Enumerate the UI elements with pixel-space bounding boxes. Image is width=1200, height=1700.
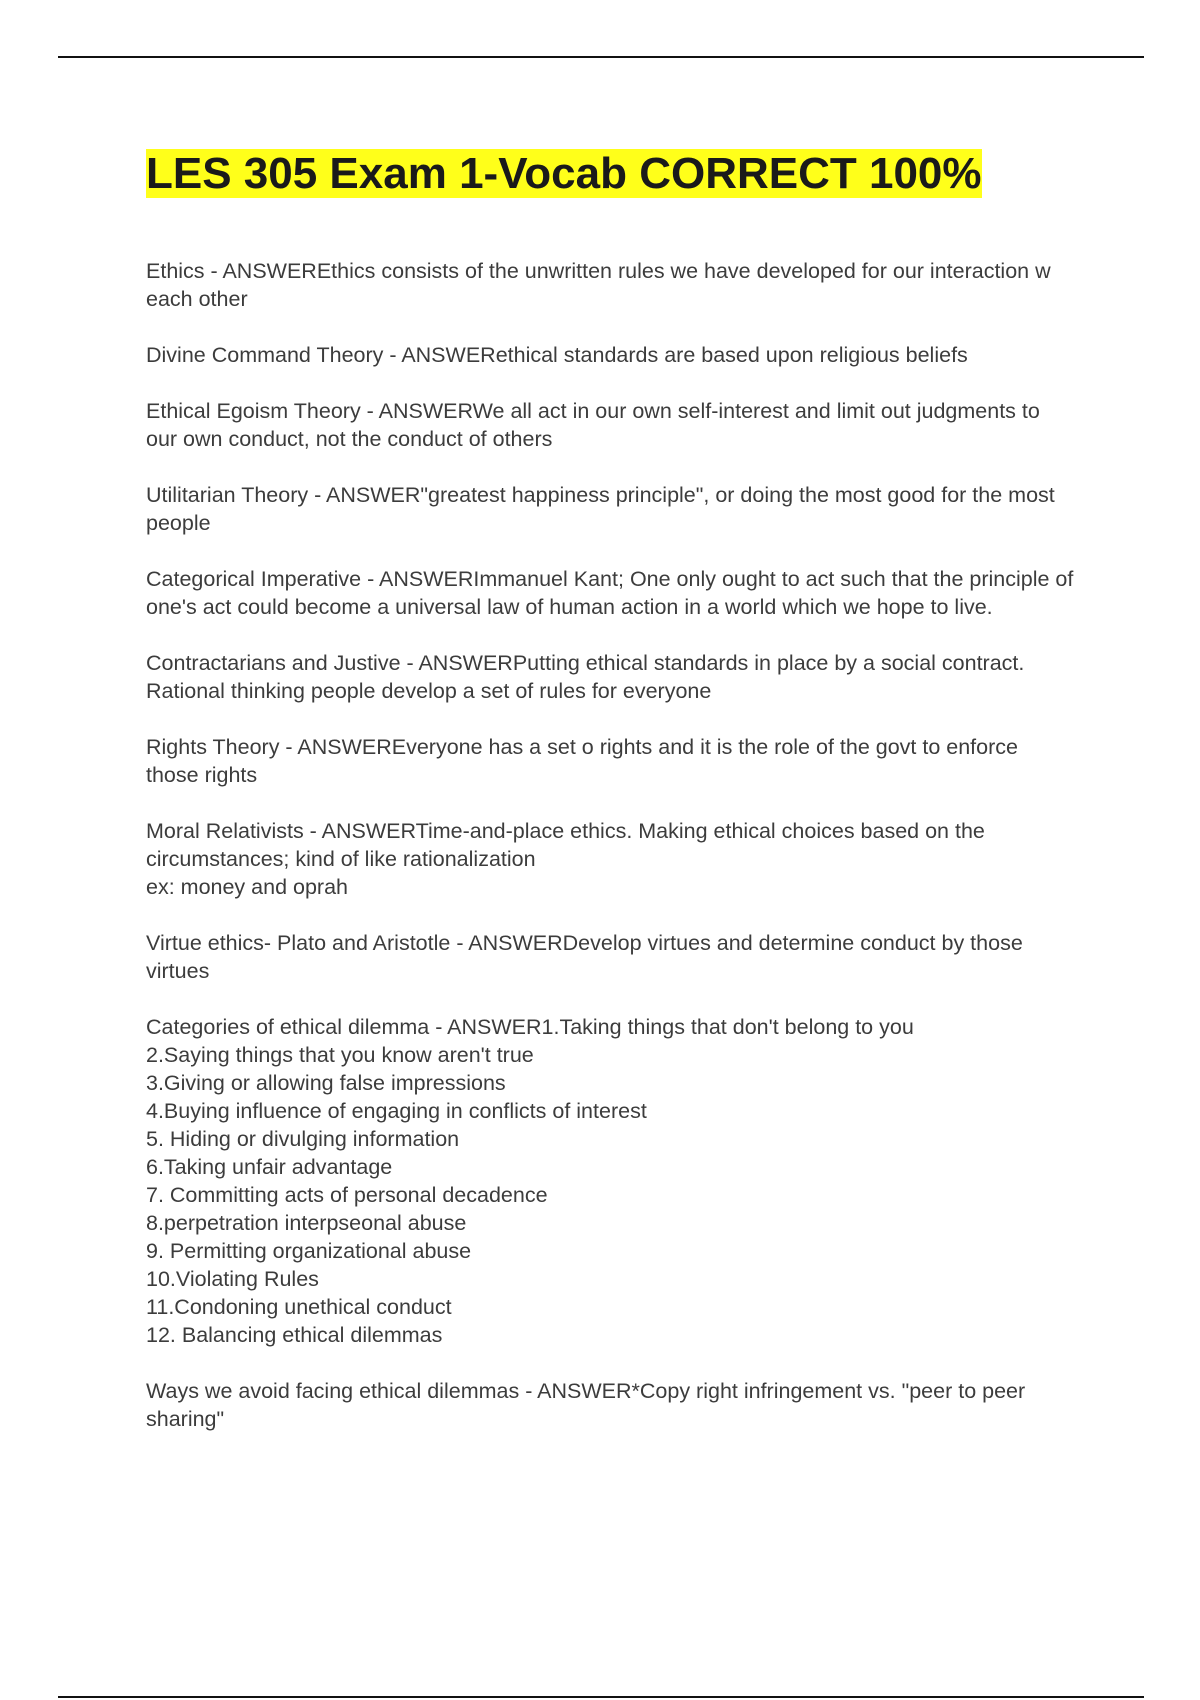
entry-definition: Putting ethical standards in place by a social contract. Rational thinking people develop a set of rules for everyone [146, 651, 1025, 703]
entry-definition: Immanuel Kant; One only ought to act such that the principle of one's act could become a universal law of human action in a world which we hope to live. [146, 567, 1074, 619]
title-highlight: LES 305 Exam 1-Vocab CORRECT 100% [146, 149, 982, 198]
entry-term: Categorical Imperative - ANSWER [146, 567, 474, 591]
top-rule [58, 56, 1144, 58]
entry-definition: 1.Taking things that don't belong to you 2.Saying things that you know aren't true 3.Giving or allowing false impressions 4.Buying influence of engaging in conflicts of interest 5. Hiding or divulging information 6.Taking unfair advantage 7. Committing acts of personal decadence 8.perpetration interpseonal abuse 9. Permitting organizational abuse 10.Violating Rules 11.Condoning unethical conduct 12. Balancing ethical dilemmas [146, 1015, 914, 1347]
entry-term: Utilitarian Theory - ANSWER [146, 483, 421, 507]
bottom-rule [58, 1696, 1144, 1698]
entry-term: Ethics - ANSWER [146, 259, 317, 283]
entry-categories-of-ethical-dilemma [146, 1013, 1076, 1349]
entry-virtue-ethics [146, 929, 1076, 985]
entry-term: Contractarians and Justive - ANSWER [146, 651, 513, 675]
entry-utilitarian-theory [146, 481, 1076, 537]
entry-ethical-egoism-theory [146, 397, 1076, 453]
entry-definition: Develop virtues and determine conduct by those virtues [146, 931, 1023, 983]
entry-term: Moral Relativists - ANSWER [146, 819, 416, 843]
entry-definition: We all act in our own self-interest and limit out judgments to our own conduct, not the conduct of others [146, 399, 1040, 451]
entry-definition: *Copy right infringement vs. "peer to peer sharing" [146, 1379, 1026, 1431]
entry-term: Categories of ethical dilemma - ANSWER [146, 1015, 542, 1039]
entry-definition: Everyone has a set o rights and it is the role of the govt to enforce those rights [146, 735, 1018, 787]
entry-definition: Time-and-place ethics. Making ethical choices based on the circumstances; kind of like rationalization ex: money and oprah [146, 819, 985, 899]
entry-ethics [146, 257, 1076, 313]
entry-term: Ethical Egoism Theory - ANSWER [146, 399, 473, 423]
entry-categorical-imperative [146, 565, 1076, 621]
entry-definition: "greatest happiness principle", or doing the most good for the most people [146, 483, 1055, 535]
entry-definition: ethical standards are based upon religious beliefs [495, 343, 968, 367]
document-body [146, 145, 1076, 1461]
entry-term: Rights Theory - ANSWER [146, 735, 392, 759]
entry-ways-we-avoid-ethical-dilemmas [146, 1377, 1076, 1433]
entry-divine-command-theory [146, 341, 1076, 369]
entry-rights-theory [146, 733, 1076, 789]
entry-term: Virtue ethics- Plato and Aristotle - ANSWER [146, 931, 563, 955]
entry-contractarians-and-justive [146, 649, 1076, 705]
document-title [146, 145, 1076, 203]
entry-term: Divine Command Theory - ANSWER [146, 343, 496, 367]
entry-definition: Ethics consists of the unwritten rules we have developed for our interaction w each other [146, 259, 1051, 311]
entry-term: Ways we avoid facing ethical dilemmas - ANSWER [146, 1379, 632, 1403]
entry-moral-relativists [146, 817, 1076, 901]
